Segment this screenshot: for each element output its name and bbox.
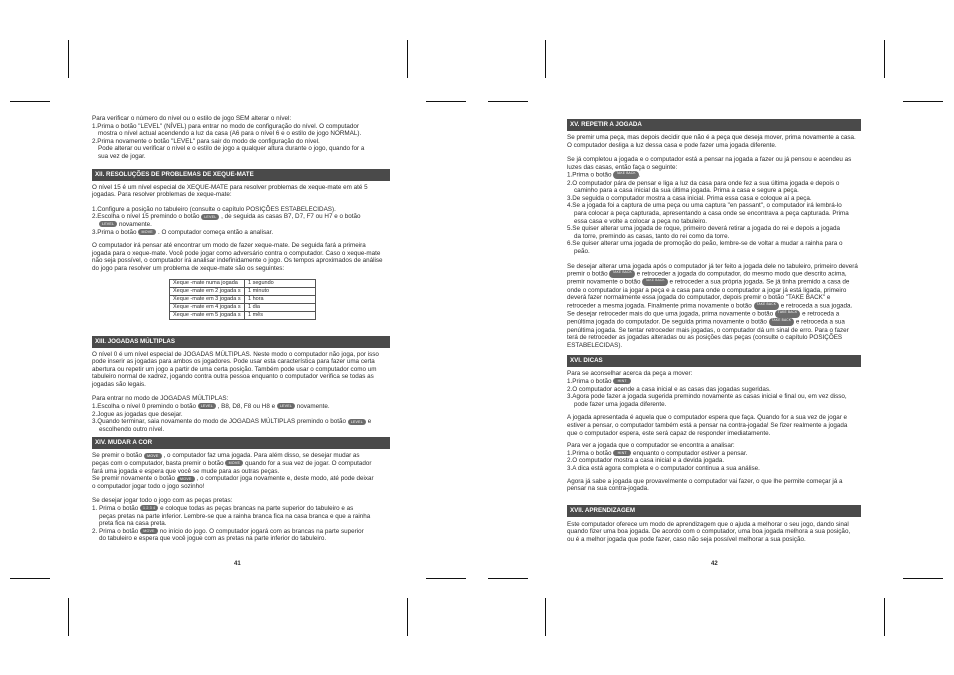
paragraph-line: retroceder a mesma jogada. Finalmente prima novamente o botão TAKE BACK e retroceda a sua jogada. [567,301,853,310]
step-line: escolhendo outro nível. [99,425,165,433]
hint-key-icon: HINT [613,450,631,456]
crop-mark [884,40,885,78]
crop-mark [10,578,50,579]
table-row: Xeque -mate numa jogada 1 segundo [170,279,316,287]
right-page [567,112,861,544]
paragraph-line: quando fizer uma boa jogada. De acordo com o computador, uma boa jogada melhora a sua posição, [567,528,851,536]
step-line: do tabuleiro e espera que você jogue com as pretas na parte inferior do tabuleiro. [99,535,327,543]
crop-mark [426,101,466,102]
section-checkmate [92,184,390,320]
step-line: 1.Configure a posição no tabuleiro (consulte o capítulo POSIÇÕES ESTABELECIDAS). [92,205,336,213]
crop-mark [884,598,885,636]
paragraph-line: o computador jogar todo o jogo sozinho! [92,482,205,490]
paragraph-line: Se premir o botão MOVE , o computador faz uma jogada. Para além disso, se desejar mudar as [92,452,360,460]
crop-mark [488,578,528,579]
hint-key-icon: HINT [613,378,631,384]
paragraph-line: penúltima jogada do computador. De seguida prima novamente o botão TAKE BACK e retroceda a sua [567,318,845,327]
step-line: essa casa e volte a colocar a peça no tabuleiro. [574,217,708,225]
paragraph-line: Se premir uma peça, mas depois decidir que não é a peça que deseja mover, prima novamente a casa. [567,134,856,141]
paragraph-line: do jogo para resolver um problema de xeque-mate são os seguintes: [92,264,285,272]
table-row: Xeque -mate em 5 jogada s 1 mês [170,311,316,319]
step-line: 1.Prima o botão HINT enquanto o computador estiver a pensar. [567,449,748,457]
step-line: peças pretas na parte inferior. Lembre-se que a rainha branca fica na casa branca e que a rainha [99,512,371,520]
section-learning [567,521,861,544]
page-number: 41 [234,561,241,567]
crop-mark [407,598,408,636]
table-row: Xeque -mate em 2 jogada s 1 minuto [170,287,316,295]
step-line: caminho para a casa inicial da sua última jogada. Prima a casa e segure a peça. [574,187,799,195]
paragraph-line: Se desejar jogar todo o jogo com as peças pretas: [92,497,233,505]
step-line: 2.Escolha o nível 15 premindo o botão LEVEL , de seguida as casas B7, D7, F7 ou H7 e o botão [92,213,361,221]
step-line: 6.Se quiser alterar uma jogada de promoção do peão, lembre-se de voltar a mudar a rainha para o [567,240,843,248]
step-line: 5.Se quiser alterar uma jogada de roque, primeiro deverá retirar a jogada do rei e depois a jogada [567,225,841,233]
crop-mark [545,40,546,78]
step-line: da torre, premindo as casas, tanto do rei como da torre. [574,232,730,240]
paragraph-line: tabuleiro normal de xadrez, jogando contra outra pessoa enquanto o computador verifica se todas as [92,373,374,381]
level-key-icon: LEVEL [277,403,295,409]
left-page [92,112,390,543]
page-number: 42 [711,561,718,567]
paragraph-line: O computador irá pensar até encontrar um modo de fazer xeque-mate. De seguida fará a primeira [92,242,366,250]
step-line: 2.O computador acende a casa inicial e as casas das jogadas sugeridas. [567,385,771,393]
paragraph-line: Este computador oferece um modo de aprendizagem que o ajuda a melhorar o seu jogo, dando sinal [567,520,849,528]
intro-line: Pode alterar ou verificar o nível e o estilo de jogo a qualquer altura durante o jogo, quando for a [98,145,365,153]
step-line: 1. Prima o botão 1 2 3 4 e coloque todas as peças brancas na parte superior do tabuleiro e as [92,505,354,512]
move-key-icon: MOVE [225,460,243,466]
step-line: LEVEL novamente. [92,221,390,229]
take-back-key-icon: TAKE BACK [754,302,779,310]
move-key-icon: MOVE [140,528,158,534]
paragraph-line: penúltima jogada. Se tentar retroceder mais jogadas, o computador dá um sinal de erro. Para o fazer [567,326,849,334]
paragraph-line: Se premir novamente o botão MOVE , o computador joga novamente e, deste modo, até pode deixar [92,475,374,483]
paragraph-line: O computador desliga a luz dessa casa e pode fazer uma jogada diferente. [567,141,777,149]
paragraph-line: Para entrar no modo de JOGADAS MÚLTIPLAS: [92,395,229,403]
paragraph-line: Para se aconselhar acerca da peça a mover: [567,370,693,378]
paragraph-line: jogadas são legais. [92,380,146,388]
level-key-icon: LEVEL [198,403,216,409]
paragraph-line: Para ver a jogada que o computador se encontra a analisar: [567,442,735,450]
section-heading-multimove: XIII. JOGADAS MÚLTIPLAS [92,336,390,348]
paragraph-line: estiver a pensar, o computador também está a pensar na contra-jogada! Se fizer realmente a jogada [567,422,848,430]
paragraph-line: Se desejar alterar uma jogada após o computador já ter feito a jogada dele no tabuleiro, primeiro deverá [567,262,858,270]
crop-mark [68,598,69,636]
paragraph-line: Agora já sabe a jogada que provavelmente o computador vai fazer, o que lhe permite começar já a [567,477,843,485]
table-row: Xeque -mate em 3 jogada s 1 hora [170,295,316,303]
step-line: 3.Agora pode fazer a jogada sugerida premindo novamente as casas inicial e final ou, em vez disso, [567,393,847,401]
level-key-icon: LEVEL [348,419,366,425]
paragraph-line: que o computador espera, este será capaz de responder imediatamente. [567,429,771,437]
step-line: preta fica na casa preta. [99,520,167,528]
section-heading-checkmate: XII. RESOLUÇÕES DE PROBLEMAS DE XEQUE-MATE [92,169,390,181]
step-line: 2.O computador mostra a casa inicial e a devida jogada. [567,457,725,465]
take-back-key-icon: TAKE BACK [609,270,634,278]
step-line: 4.Se a jogada foi a captura de uma peça ou uma captura "en passant", o computador irá lembrá-lo [567,202,842,210]
step-line: 3.Prima o botão MOVE . O computador começa então a analisar. [92,228,274,236]
checkmate-time-table [169,279,316,320]
intro-line: mostra o nível actual acendendo a luz da casa (A6 para o nível 6 e o estilo de jogo NORMAL). [98,130,362,138]
crop-mark [68,40,69,78]
crop-mark [10,101,50,102]
section-heading-change-color: XIV. MUDAR A COR [92,437,390,449]
table-row: Xeque -mate em 4 jogada s 1 dia [170,303,316,311]
level-key-icon: LEVEL [99,221,117,227]
paragraph-line: jogada para o xeque-mate. Você pode jogar como adversário contra o computador. Caso o xeque-mate [92,249,381,257]
paragraph-line: pode inserir as jogadas para ambos os jogadores. Pode usar esta característica para fazer uma certa [92,358,375,366]
move-key-icon: MOVE [138,229,156,235]
paragraph-line: jogadas. Para resolver problemas de xeque-mate: [92,191,232,199]
step-line: peão. [574,247,590,255]
intro-line: 2.Prima novamente o botão "LEVEL" para sair do modo de configuração do nível. [92,137,320,145]
section-heading-learning: XVII. APRENDIZAGEM [567,505,861,517]
paragraph-line: ou é a melhor jogada que pode fazer, caso não seja possível melhorar a sua posição. [567,535,806,543]
section-take-back [567,134,861,349]
crop-mark [426,578,466,579]
paragraph-line: fará uma jogada e espera que você se mude para as outras peças. [92,467,280,475]
take-back-key-icon: TAKE BACK [613,171,638,179]
move-key-icon: MOVE [177,476,195,482]
paragraph-line: pensar na sua contra-jogada. [567,485,649,493]
paragraph-line: abertura ou repetir um jogo a partir de uma certa posição. Também pode usar o computador como um [92,365,377,373]
paragraph-line: não seja possível, o computador irá analisar indefinidamente o jogo. Os tempos aproximados de análise [92,257,383,265]
section-hints [567,370,861,492]
step-line: 3.De seguida o computador mostra a casa inicial. Prima essa casa e coloque aí a peça. [567,194,812,202]
paragraph-line: O nível 0 é um nível especial de JOGADAS MÚLTIPLAS. Neste modo o computador não joga, por isso [92,350,379,358]
intro-line: 1.Prima o botão "LEVEL" (NÍVEL) para entrar no modo de configuração do nível. O computador [92,122,359,130]
paragraph-line: O nível 15 é um nível especial de XEQUE-MATE para resolver problemas de xeque-mate em até 5 [92,183,368,191]
step-line: 2. Prima o botão MOVE no início do jogo. O computador jogará com as brancas na parte superior [92,527,364,535]
step-line: 2.Jogue as jogadas que desejar. [92,410,183,418]
step-line: para colocar a peça capturada, apresentando a casa onde se encontrava a peça capturada. Prima [574,210,849,218]
step-line: 1.Prima o botão TAKE BACK . [567,171,641,180]
step-line: 3.A dica está agora completa e o computador continua a sua análise. [567,465,760,472]
intro-line: Para verificar o número do nível ou o estilo de jogo SEM alterar o nível: [92,115,292,122]
level-key-icon: LEVEL [201,214,219,220]
paragraph-line: premir novamente o botão TAKE BACK e retroceder a sua própria jogada. Se já tinha premido a casa de [567,278,850,287]
intro-line: sua vez de jogar. [98,152,146,160]
paragraph-line: onde o computador ia jogar a peça e a casa para onde o computador a jogar já está ligada, primeiro [567,286,847,294]
section-heading-take-back: XV. REPETIR A JOGADA [567,119,861,131]
crop-mark [545,598,546,636]
paragraph-line: premir o botão TAKE BACK e retroceder a jogada do computador, do mesmo modo que descrito acima, [567,270,847,278]
paragraph-line: peças com o computador, basta premir o botão MOVE quando for a sua vez de jogar. O computador [92,460,372,468]
swap-side-key-icon: 1 2 3 4 [140,505,158,511]
level-check-intro [92,115,390,161]
crop-mark [407,40,408,78]
section-multimove [92,351,390,434]
take-back-key-icon: TAKE BACK [642,278,667,286]
take-back-key-icon: TAKE BACK [769,318,794,326]
crop-mark [903,578,943,579]
step-line: pode fazer uma jogada diferente. [574,400,667,408]
step-line: 3.Quando terminar, saia novamente do modo de JOGADAS MÚLTIPLAS premindo o botão LEVEL e [92,418,372,426]
section-heading-hints: XVI. DICAS [567,355,861,367]
crop-mark [903,101,943,102]
paragraph-line: A jogada apresentada é aquela que o computador espera que faça. Quando for a sua vez de jogar e [567,414,848,422]
paragraph-line: Se desejar retroceder mais do que uma jogada, prima novamente o botão TAKE BACK e retroceda a [567,310,840,318]
paragraph-line: ESTABELECIDAS). [567,341,623,349]
section-change-color [92,452,390,543]
step-line: 1.Prima o botão HINT [567,378,861,386]
paragraph-line: terá de retroceder as jogadas alteradas ou as posições das peças (consulte o capítulo POSIÇÕES [567,334,843,342]
step-line: 1.Escolha o nível 0 premindo o botão LEVEL , B8, D8, F8 ou H8 e LEVEL novamente. [92,403,330,411]
step-line: 2.O computador pára de pensar e liga a luz da casa para onde fez a sua última jogada e depois o [567,179,840,187]
paragraph-line: deverá fazer normalmente essa jogada do computador, depois premir o botão "TAKE BACK" e [567,294,831,302]
paragraph-line: luzes das casas, então faça o seguinte: [567,163,678,171]
crop-mark [488,101,528,102]
move-key-icon: MOVE [144,453,162,459]
take-back-key-icon: TAKE BACK [775,310,800,318]
paragraph-line: Se já completou a jogada e o computador está a pensar na jogada a fazer ou já pensou e acendeu as [567,156,852,164]
